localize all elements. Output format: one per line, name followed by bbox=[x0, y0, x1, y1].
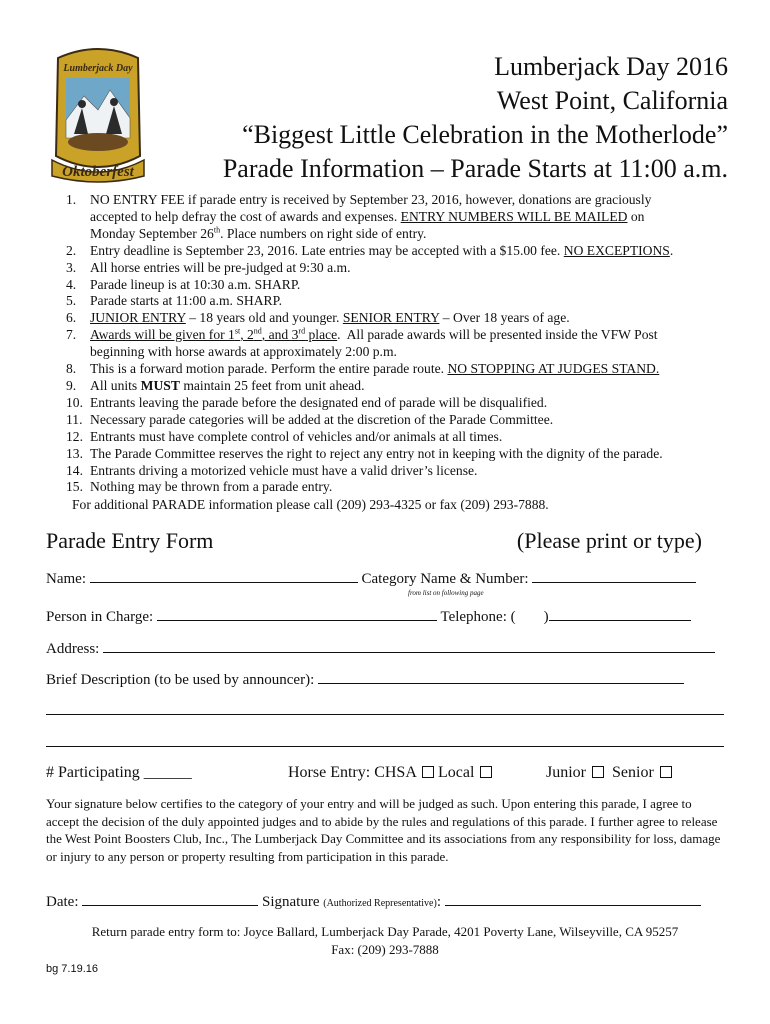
junior-checkbox[interactable] bbox=[592, 766, 604, 778]
rule-text: This is a forward motion parade. Perform the entire parade route. bbox=[90, 361, 445, 377]
signature-label: Signature bbox=[258, 894, 324, 910]
return-address: Return parade entry form to: Joyce Ballard, Lumberjack Day Parade, 4201 Poverty Lane, Wilseyville, CA 95257 bbox=[91, 924, 679, 939]
rule-number: 15. bbox=[66, 479, 83, 495]
horse-entry-label: Horse Entry: CHSA bbox=[288, 764, 416, 781]
ordinal-suffix: rd bbox=[298, 326, 306, 336]
description-row bbox=[46, 671, 684, 689]
logo-top-text: Lumberjack Day bbox=[63, 63, 133, 74]
horse-entry-row bbox=[288, 764, 492, 782]
ordinal-suffix: th bbox=[213, 225, 221, 235]
rule-text: NO ENTRY FEE if parade entry is received by September 23, 2016, however, donations are graciously bbox=[90, 192, 652, 207]
rule-text: . bbox=[669, 242, 674, 258]
document-header bbox=[223, 50, 728, 186]
age-group-row bbox=[546, 764, 672, 782]
rule-number: 8. bbox=[66, 361, 77, 377]
address-field[interactable] bbox=[103, 640, 715, 653]
revision-code: bg 7.19.16 bbox=[46, 963, 98, 975]
rule-text: Entrants driving a motorized vehicle must have a valid driver’s license. bbox=[90, 462, 478, 478]
rule-item bbox=[48, 429, 728, 446]
telephone-close-paren: ) bbox=[543, 609, 549, 625]
name-field[interactable] bbox=[90, 570, 358, 583]
description-line-2 bbox=[46, 702, 724, 720]
parade-rules-list bbox=[48, 192, 728, 496]
rule-item bbox=[48, 463, 728, 480]
date-label: Date: bbox=[46, 894, 83, 910]
person-in-charge-field[interactable] bbox=[157, 608, 437, 621]
rule-text: accepted to help defray the cost of awards and expenses. bbox=[90, 208, 398, 224]
rule-text: maintain 25 feet from unit ahead. bbox=[183, 377, 365, 393]
area-code-field[interactable] bbox=[516, 609, 544, 621]
rule-text: Necessary parade categories will be added at the discretion of the Parade Committee. bbox=[90, 411, 554, 427]
rule-text: . All parade awards will be presented inside the VFW Post bbox=[337, 327, 658, 343]
telephone-field[interactable] bbox=[549, 608, 691, 621]
event-location: West Point, California bbox=[496, 86, 728, 115]
name-label: Name: bbox=[46, 571, 90, 587]
date-field[interactable] bbox=[82, 893, 258, 906]
category-note: from list on following page bbox=[408, 589, 484, 597]
rule-emphasis: NO STOPPING AT JUDGES STAND. bbox=[447, 361, 660, 377]
participating-label: # Participating bbox=[46, 764, 144, 781]
rule-item bbox=[48, 293, 728, 310]
rule-text: Monday September 26 bbox=[90, 225, 214, 241]
rule-number: 5. bbox=[66, 293, 77, 309]
signature-colon: : bbox=[436, 894, 445, 910]
telephone-label: Telephone: ( bbox=[436, 609, 516, 625]
contact-info: For additional PARADE information please call (209) 293-4325 or fax (209) 293-7888. bbox=[72, 497, 549, 512]
rule-item bbox=[48, 277, 728, 294]
rule-text: The Parade Committee reserves the right to reject any entry not in keeping with the dignity of the parade. bbox=[90, 445, 663, 461]
event-title: Lumberjack Day 2016 bbox=[494, 52, 728, 81]
rule-item bbox=[48, 361, 728, 378]
junior-label: Junior bbox=[546, 764, 586, 781]
rule-text: Parade starts at 11:00 a.m. SHARP. bbox=[90, 293, 283, 309]
ordinal-suffix: st bbox=[234, 326, 241, 336]
lumberjack-day-oktoberfest-logo bbox=[44, 38, 152, 188]
signature-note: (Authorized Representative) bbox=[323, 898, 437, 909]
rule-item bbox=[48, 192, 728, 243]
parade-info-heading: Parade Information – Parade Starts at 11:00 a.m. bbox=[222, 154, 728, 183]
rule-emphasis: JUNIOR ENTRY bbox=[90, 310, 186, 326]
logo-bottom-text: Oktoberfest bbox=[62, 164, 134, 180]
signature-field[interactable] bbox=[445, 893, 701, 906]
rule-emphasis: MUST bbox=[140, 377, 180, 393]
rule-number: 9. bbox=[66, 377, 77, 393]
description-field-line2[interactable] bbox=[46, 702, 724, 715]
rule-number: 14. bbox=[66, 462, 83, 478]
participating-row bbox=[46, 764, 192, 782]
rule-number: 10. bbox=[66, 394, 83, 410]
rule-emphasis: ENTRY NUMBERS WILL BE MAILED bbox=[400, 208, 628, 224]
person-row bbox=[46, 608, 691, 626]
print-or-type-note: (Please print or type) bbox=[516, 528, 702, 553]
description-field-line3[interactable] bbox=[46, 734, 724, 747]
address-row bbox=[46, 640, 715, 658]
rule-text: All horse entries will be pre-judged at 9:30 a.m. bbox=[90, 259, 351, 275]
description-line-3 bbox=[46, 734, 724, 752]
rule-item bbox=[48, 243, 728, 260]
awards-underlined bbox=[90, 327, 337, 342]
participating-field[interactable]: ______ bbox=[143, 764, 192, 781]
senior-checkbox[interactable] bbox=[660, 766, 672, 778]
event-tagline: “Biggest Little Celebration in the Motherlode” bbox=[242, 120, 728, 149]
address-label: Address: bbox=[46, 641, 104, 657]
rule-item bbox=[48, 479, 728, 496]
senior-label: Senior bbox=[612, 764, 654, 781]
form-title: Parade Entry Form bbox=[46, 528, 214, 553]
rule-text: . Place numbers on right side of entry. bbox=[220, 225, 427, 241]
rule-number: 6. bbox=[66, 310, 77, 326]
rule-text: Entry deadline is September 23, 2016. Late entries may be accepted with a $15.00 fee. bbox=[90, 242, 561, 258]
rule-number: 11. bbox=[66, 411, 83, 427]
liability-agreement: Your signature below certifies to the category of your entry and will be judged as such. Upon entering this parade, I agree to accept the decision of the duly appointed judges and to abide by the rules and regulations of this parade. I further agree to release the West Point Boosters Club, Inc., The Lumberjack Day Committee and its associations from any responsibility for loss, damage or injury to any person or property resulting from participation in this parade. bbox=[46, 796, 721, 864]
rule-number: 7. bbox=[66, 327, 77, 343]
rule-number: 13. bbox=[66, 445, 83, 461]
rule-text: All units bbox=[90, 377, 138, 393]
person-in-charge-label: Person in Charge: bbox=[46, 609, 157, 625]
rule-item bbox=[48, 327, 728, 361]
rule-number: 1. bbox=[66, 192, 77, 207]
local-checkbox[interactable] bbox=[480, 766, 492, 778]
rule-text: – 18 years old and younger. bbox=[185, 310, 343, 326]
chsa-checkbox[interactable] bbox=[422, 766, 434, 778]
rule-text: beginning with horse awards at approximately 2:00 p.m. bbox=[90, 344, 397, 360]
rule-text: Awards will be given for 1 bbox=[90, 327, 235, 343]
rule-item bbox=[48, 378, 728, 395]
rule-item bbox=[48, 260, 728, 277]
category-label: Category Name & Number: bbox=[357, 571, 533, 587]
rule-text: , 2 bbox=[240, 327, 254, 343]
rule-number: 3. bbox=[66, 259, 77, 275]
rule-text: Nothing may be thrown from a parade entry. bbox=[90, 479, 333, 495]
signature-row bbox=[46, 893, 701, 911]
rule-text: on bbox=[630, 208, 645, 224]
rule-item bbox=[48, 395, 728, 412]
return-fax: Fax: (209) 293-7888 bbox=[331, 942, 439, 957]
description-field[interactable] bbox=[318, 671, 684, 684]
rule-number: 12. bbox=[66, 428, 83, 444]
rule-item bbox=[48, 446, 728, 463]
rule-item bbox=[48, 310, 728, 327]
rule-text: – Over 18 years of age. bbox=[439, 310, 570, 326]
rule-text: Entrants leaving the parade before the designated end of parade will be disqualified. bbox=[90, 394, 548, 410]
rule-item bbox=[48, 412, 728, 429]
local-label: Local bbox=[438, 764, 475, 781]
rule-text: Entrants must have complete control of vehicles and/or animals at all times. bbox=[90, 428, 503, 444]
ordinal-suffix: nd bbox=[253, 326, 262, 336]
rule-text: place bbox=[305, 327, 338, 343]
category-field[interactable] bbox=[532, 570, 696, 583]
rule-text: , and 3 bbox=[261, 327, 299, 343]
rule-emphasis: NO EXCEPTIONS bbox=[563, 242, 670, 258]
rule-number: 2. bbox=[66, 242, 77, 258]
rule-emphasis: SENIOR ENTRY bbox=[342, 310, 440, 326]
rule-text: Parade lineup is at 10:30 a.m. SHARP. bbox=[90, 276, 301, 292]
name-row bbox=[46, 570, 696, 588]
rule-number: 4. bbox=[66, 276, 77, 292]
description-label: Brief Description (to be used by announcer): bbox=[46, 672, 318, 688]
